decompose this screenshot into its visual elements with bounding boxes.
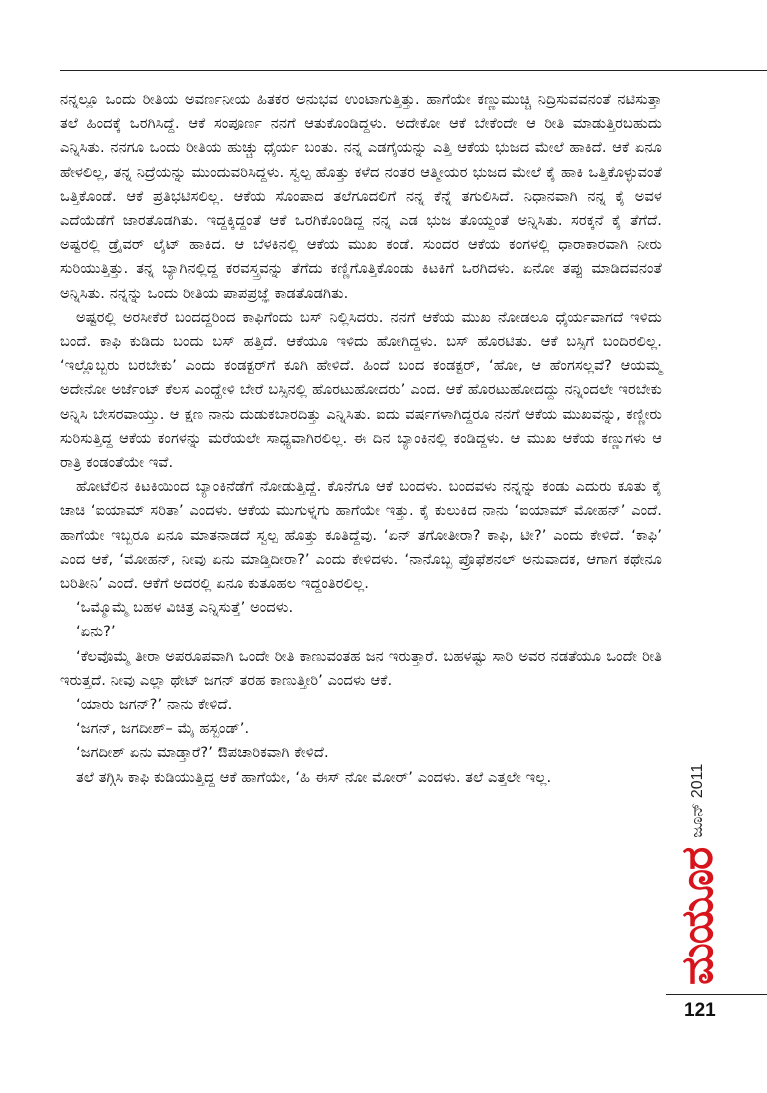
paragraph: ನನ್ನಲ್ಲೂ ಒಂದು ರೀತಿಯ ಅವರ್ಣನೀಯ ಹಿತಕರ ಅನುಭವ ಉಂಟಾಗುತ್ತಿತ್ತು. ಹಾಗೆಯೇ ಕಣ್ಣುಮುಚ್ಚಿ ನಿದ್ರಿಸುವವನಂತೆ ನಟಿಸುತ್ತಾ ತಲೆ ಹಿಂದಕ್ಕೆ ಒರಗಿಸಿದ್ದೆ. ಆಕೆ ಸಂಪೂರ್ಣ ನನಗೆ ಆತುಕೊಂಡಿದ್ದಳು. ಅದೇಕೋ ಆಕೆ ಬೇಕೆಂದೇ ಆ ರೀತಿ ಮಾಡುತ್ತಿರಬಹುದು ಎನ್ನಿಸಿತು. ನನಗೂ ಒಂದು ರೀತಿಯ ಹುಚ್ಚು ಧೈರ್ಯ ಬಂತು. ನನ್ನ ಎಡಗೈಯನ್ನು ಎತ್ತಿ ಆಕೆಯ ಭುಜದ ಮೇಲೆ ಹಾಕಿದೆ. ಆಕೆ ಏನೂ ಹೇಳಲಿಲ್ಲ, ತನ್ನ ನಿದ್ರೆಯನ್ನು ಮುಂದುವರಿಸಿದ್ದಳು. ಸ್ವಲ್ಪ ಹೊತ್ತು ಕಳೆದ ನಂತರ ಆತ್ಮೀಯರ ಭುಜದ ಮೇಲೆ ಕೈ ಹಾಕಿ ಒತ್ತಿಕೊಳ್ಳುವಂತೆ ಒತ್ತಿಕೊಂಡೆ. ಆಕೆ ಪ್ರತಿಭಟಿಸಲಿಲ್ಲ. ಆಕೆಯ ಸೊಂಪಾದ ತಲೆಗೂದಲಿಗೆ ನನ್ನ ಕೆನ್ನೆ ತಗುಲಿಸಿದೆ. ನಿಧಾನವಾಗಿ ನನ್ನ ಕೈ ಅವಳ ಎದೆಯೆಡೆಗೆ ಜಾರತೊಡಗಿತು. ಇದ್ದಕ್ಕಿದ್ದಂತೆ ಆಕೆ ಒರಗಿಕೊಂಡಿದ್ದ ನನ್ನ ಎಡ ಭುಜ ತೊಯ್ದಂತೆ ಅನ್ನಿಸಿತು. ಸರಕ್ಕನೆ ಕೈ ತೆಗೆದೆ. ಅಷ್ಟರಲ್ಲಿ ಡ್ರೈವರ್ ಲೈಟ್ ಹಾಕಿದ. ಆ ಬೆಳಕಿನಲ್ಲಿ ಆಕೆಯ ಮುಖ ಕಂಡೆ. ಸುಂದರ ಆಕೆಯ ಕಂಗಳಲ್ಲಿ ಧಾರಾಕಾರವಾಗಿ ನೀರು ಸುರಿಯುತ್ತಿತ್ತು. ತನ್ನ ಬ್ಯಾಗಿನಲ್ಲಿದ್ದ ಕರವಸ್ತ್ರವನ್ನು ತೆಗೆದು ಕಣ್ಣಿಗೊತ್ತಿಕೊಂಡು ಕಿಟಕಿಗೆ ಒರಗಿದಳು. ಏನೋ ತಪ್ಪು ಮಾಡಿದವನಂತೆ ಅನ್ನಿಸಿತು. ನನ್ನನ್ನು ಒಂದು ರೀತಿಯ ಪಾಪಪ್ರಜ್ಞೆ ಕಾಡತೊಡಗಿತು. <box>60 91 662 302</box>
story-text <box>60 88 662 790</box>
paragraph: ‘ಕೆಲವೊಮ್ಮೆ ತೀರಾ ಅಪರೂಪವಾಗಿ ಒಂದೇ ರೀತಿ ಕಾಣುವಂತಹ ಜನ ಇರುತ್ತಾರೆ. ಬಹಳಷ್ಟು ಸಾರಿ ಅವರ ನಡತೆಯೂ ಒಂದೇ ರೀತಿ ಇರುತ್ತದೆ. ನೀವು ಎಲ್ಲಾ ಥೇಟ್ ಜಗನ್ ತರಹ ಕಾಣುತ್ತೀರಿ’ ಎಂದಳು ಆಕೆ. <box>60 647 662 689</box>
paragraph: ‘ಜಗದೀಶ್ ಏನು ಮಾಡ್ತಾರೆ?’ ಔಪಚಾರಿಕವಾಗಿ ಕೇಳಿದೆ. <box>76 744 329 762</box>
header-rule <box>60 70 767 71</box>
paragraph: ‘ಯಾರು ಜಗನ್?’ ನಾನು ಕೇಳಿದೆ. <box>76 696 233 714</box>
page-number: 121 <box>684 1000 716 1021</box>
paragraph: ‘ಜಗನ್, ಜಗದೀಶ್– ಮೈ ಹಸ್ಬಂಡ್’. <box>76 720 250 738</box>
paragraph: ಅಷ್ಟರಲ್ಲಿ ಅರಸೀಕೆರೆ ಬಂದದ್ದರಿಂದ ಕಾಫಿಗೆಂದು ಬಸ್ ನಿಲ್ಲಿಸಿದರು. ನನಗೆ ಆಕೆಯ ಮುಖ ನೋಡಲೂ ಧೈರ್ಯವಾಗದೆ ಇಳಿದು ಬಂದೆ. ಕಾಫಿ ಕುಡಿದು ಬಂದು ಬಸ್ ಹತ್ತಿದೆ. ಆಕೆಯೂ ಇಳಿದು ಹೋಗಿದ್ದಳು. ಬಸ್ ಹೊರಟಿತು. ಆಕೆ ಬಸ್ಸಿಗೆ ಬಂದಿರಲಿಲ್ಲ. ‘ಇಲ್ಲೊಬ್ಬರು ಬರಬೇಕು’ ಎಂದು ಕಂಡಕ್ಟರ್‌ಗೆ ಕೂಗಿ ಹೇಳಿದೆ. ಹಿಂದೆ ಬಂದ ಕಂಡಕ್ಟರ್, ‘ಹೋ, ಆ ಹೆಂಗಸಲ್ಲವೆ? ಆಯಮ್ಮ ಅದೇನೋ ಅರ್ಜೆಂಟ್ ಕೆಲಸ ಎಂದ್ಹೇಳಿ ಬೇರೆ ಬಸ್ಸಿನಲ್ಲಿ ಹೊರಟುಹೋದರು’ ಎಂದ. ಆಕೆ ಹೊರಟುಹೋದದ್ದು ನನ್ನಿಂದಲೇ ಇರಬೇಕು ಅನ್ನಿಸಿ ಬೇಸರವಾಯ್ತು. ಆ ಕ್ಷಣ ನಾನು ದುಡುಕಬಾರದಿತ್ತು ಎನ್ನಿಸಿತು. ಐದು ವರ್ಷಗಳಾಗಿದ್ದರೂ ನನಗೆ ಆಕೆಯ ಮುಖವನ್ನು, ಕಣ್ಣೀರು ಸುರಿಸುತ್ತಿದ್ದ ಆಕೆಯ ಕಂಗಳನ್ನು ಮರೆಯಲೇ ಸಾಧ್ಯವಾಗಿರಲಿಲ್ಲ. ಈ ದಿನ ಬ್ಯಾಂಕಿನಲ್ಲಿ ಕಂಡಿದ್ದಳು. ಆ ಮುಖ ಆಕೆಯ ಕಣ್ಣುಗಳು ಆ ರಾತ್ರಿ ಕಂಡಂತೆಯೇ ಇವೆ. <box>60 308 662 472</box>
magazine-logo: ಮಯೂರ <box>672 847 723 985</box>
paragraph: ತಲೆ ತಗ್ಗಿಸಿ ಕಾಫಿ ಕುಡಿಯುತ್ತಿದ್ದ ಆಕೆ ಹಾಗೆಯೇ, ‘ಹಿ ಈಸ್ ನೋ ಮೋರ್’ ಎಂದಳು. ತಲೆ ಎತ್ತಲೇ ಇಲ್ಲ. <box>76 768 552 786</box>
issue-date: ಜೂನ್ 2011 <box>688 763 706 838</box>
paragraph: ‘ಒಮ್ಮೊಮ್ಮೆ ಬಹಳ ವಿಚಿತ್ರ ಎನ್ನಿಸುತ್ತೆ’ ಅಂದಳು. <box>76 599 294 617</box>
magazine-side-label <box>672 764 723 985</box>
paragraph: ಹೋಟೆಲಿನ ಕಿಟಕಿಯಿಂದ ಬ್ಯಾಂಕಿನೆಡೆಗೆ ನೋಡುತ್ತಿದ್ದೆ. ಕೊನೆಗೂ ಆಕೆ ಬಂದಳು. ಬಂದವಳು ನನ್ನನ್ನು ಕಂಡು ಎದುರು ಕೂತು ಕೈ ಚಾಚಿ ‘ಐಯಾಮ್ ಸರಿತಾ’ ಎಂದಳು. ಆಕೆಯ ಮುಗುಳ್ನಗು ಹಾಗೆಯೇ ಇತ್ತು. ಕೈ ಕುಲುಕಿದ ನಾನು ‘ಐಯಾಮ್ ಮೋಹನ್’ ಎಂದೆ. ಹಾಗೆಯೇ ಇಬ್ಬರೂ ಏನೂ ಮಾತನಾಡದೆ ಸ್ವಲ್ಪ ಹೊತ್ತು ಕೂತಿದ್ದೆವು. ‘ಏನ್ ತಗೋತೀರಾ? ಕಾಫಿ, ಟೀ?’ ಎಂದು ಕೇಳಿದೆ. ‘ಕಾಫಿ’ ಎಂದ ಆಕೆ, ‘ಮೋಹನ್, ನೀವು ಏನು ಮಾಡ್ತಿದೀರಾ?’ ಎಂದು ಕೇಳಿದಳು. ‘ನಾನೊಬ್ಬ ಪ್ರೊಫೆಶನಲ್ ಅನುವಾದಕ, ಆಗಾಗ ಕಥೇನೂ ಬರಿತೀನಿ’ ಎಂದೆ. ಆಕೆಗೆ ಅದರಲ್ಲಿ ಏನೂ ಕುತೂಹಲ ಇದ್ದಂತಿರಲಿಲ್ಲ. <box>60 478 662 593</box>
paragraph: ‘ಏನು?’ <box>76 623 116 641</box>
footer-rule <box>666 994 767 995</box>
